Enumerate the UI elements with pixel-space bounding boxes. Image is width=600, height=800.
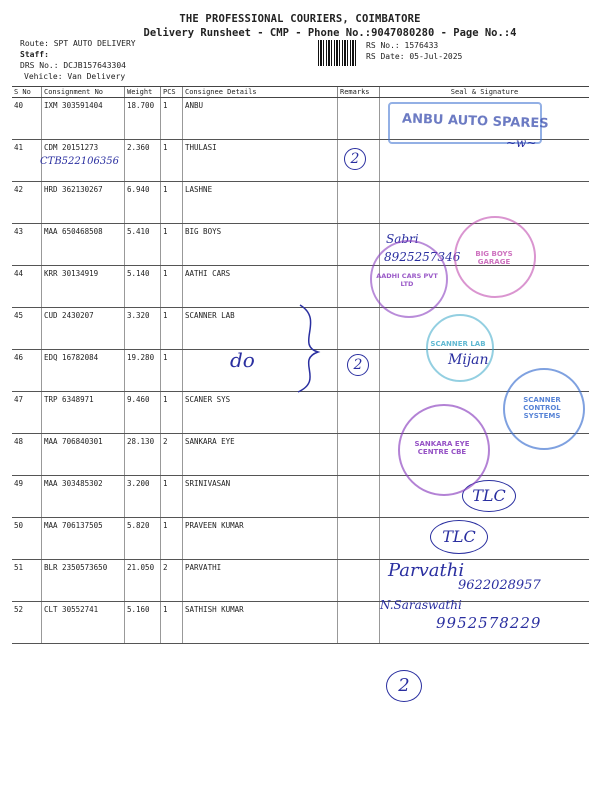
row-consignment: MAA 650468508	[42, 224, 125, 266]
row-consignment: KRR 30134919	[42, 266, 125, 308]
row-sno: 45	[12, 308, 42, 350]
row-consignment: BLR 2350573650	[42, 560, 125, 602]
row-consignee: SCANER SYS	[183, 392, 338, 434]
rs-date: RS Date: 05-Jul-2025	[366, 52, 463, 61]
row-consignment: EDQ 16782084	[42, 350, 125, 392]
row-weight: 5.410	[125, 224, 161, 266]
row-pcs: 1	[161, 224, 183, 266]
row-remarks	[338, 560, 380, 602]
signature-43: Sabri	[386, 232, 419, 246]
signature-49: TLC	[462, 480, 516, 512]
handwritten-ditto: do	[230, 348, 255, 372]
rs-number: RS No.: 1576433	[366, 41, 439, 50]
row-remarks	[338, 98, 380, 140]
row-sno: 42	[12, 182, 42, 224]
row-consignment: CUD 2430207	[42, 308, 125, 350]
route-label: Route: SPT AUTO DELIVERY	[20, 39, 136, 48]
row-consignment: IXM 303591404	[42, 98, 125, 140]
signature-51: Parvathi	[388, 560, 465, 581]
row-pcs: 1	[161, 182, 183, 224]
row-remarks	[338, 392, 380, 434]
row-sno: 50	[12, 518, 42, 560]
row-consignment: TRP 6348971	[42, 392, 125, 434]
row-consignee: AATHI CARS	[183, 266, 338, 308]
phone-52: 9952578229	[436, 614, 542, 632]
row-sno: 46	[12, 350, 42, 392]
row-weight: 28.130	[125, 434, 161, 476]
row-remarks	[338, 224, 380, 266]
bigboys-stamp-text: BIG BOYS GARAGE	[475, 250, 513, 266]
row-weight: 21.050	[125, 560, 161, 602]
row-consignee: SRINIVASAN	[183, 476, 338, 518]
vehicle-label: Vehicle: Van Delivery	[24, 72, 126, 81]
row-consignee: SCANNER LAB	[183, 308, 338, 350]
row-pcs: 2	[161, 560, 183, 602]
row-pcs: 1	[161, 98, 183, 140]
row-pcs: 1	[161, 140, 183, 182]
sankara-stamp-text: SANKARA EYE CENTRE CBE	[414, 440, 470, 456]
row-sno: 40	[12, 98, 42, 140]
col-remarks: Remarks	[338, 87, 380, 98]
row-pcs: 1	[161, 392, 183, 434]
row-consignment: MAA 706840301	[42, 434, 125, 476]
row-sno: 41	[12, 140, 42, 182]
row-sno: 51	[12, 560, 42, 602]
row-weight: 9.460	[125, 392, 161, 434]
row-sno: 43	[12, 224, 42, 266]
row-weight: 2.360	[125, 140, 161, 182]
row-weight: 18.700	[125, 98, 161, 140]
table-row	[12, 518, 589, 560]
row-sno: 44	[12, 266, 42, 308]
row-consignee: SATHISH KUMAR	[183, 602, 338, 644]
row-consignee: BIG BOYS	[183, 224, 338, 266]
row-consignment: CDM 20151273	[42, 140, 125, 182]
row-pcs: 1	[161, 266, 183, 308]
name-52: N.Saraswathi	[380, 598, 462, 612]
signature-40: ~w~	[506, 136, 537, 150]
phone-43: 8925257346	[384, 250, 461, 264]
row-consignee: PARVATHI	[183, 560, 338, 602]
handwritten-remark-41: 2	[344, 148, 366, 170]
row-seal	[380, 140, 590, 182]
col-pcs: PCS	[161, 87, 183, 98]
aadhi-stamp-text: AADHI CARS PVT LTD	[376, 272, 438, 288]
row-remarks	[338, 434, 380, 476]
row-consignee: ANBU	[183, 98, 338, 140]
row-remarks	[338, 518, 380, 560]
row-remarks	[338, 308, 380, 350]
row-weight: 3.320	[125, 308, 161, 350]
staff-label: Staff:	[20, 50, 49, 59]
row-sno: 52	[12, 602, 42, 644]
row-weight: 5.160	[125, 602, 161, 644]
row-consignment: MAA 706137505	[42, 518, 125, 560]
row-sno: 49	[12, 476, 42, 518]
col-sno: S No	[12, 87, 42, 98]
col-weight: Weight	[125, 87, 161, 98]
row-consignee: SANKARA EYE	[183, 434, 338, 476]
drs-number: DRS No.: DCJB157643304	[20, 61, 126, 70]
col-consignment: Consignment No	[42, 87, 125, 98]
runsheet-title: Delivery Runsheet - CMP - Phone No.:9047080280 - Page No.:4	[143, 27, 517, 39]
row-weight: 5.820	[125, 518, 161, 560]
row-pcs: 1	[161, 308, 183, 350]
row-pcs: 1	[161, 476, 183, 518]
row-remarks	[338, 602, 380, 644]
table-row	[12, 434, 589, 476]
row-pcs: 1	[161, 350, 183, 392]
row-pcs: 1	[161, 602, 183, 644]
col-consignee: Consignee Details	[183, 87, 338, 98]
signature-50: TLC	[430, 520, 488, 554]
scanner-lab-stamp	[426, 314, 494, 382]
handwritten-remark-46: 2	[347, 354, 369, 376]
row-consignee: PRAVEEN KUMAR	[183, 518, 338, 560]
scanner-control-stamp-text: SCANNER CONTROL SYSTEMS	[523, 396, 561, 420]
row-weight: 5.140	[125, 266, 161, 308]
phone-51: 9622028957	[458, 578, 541, 593]
row-consignment: CLT 30552741	[42, 602, 125, 644]
row-weight: 19.280	[125, 350, 161, 392]
anbu-stamp-text: ANBU AUTO SPARES	[401, 111, 549, 132]
row-sno: 48	[12, 434, 42, 476]
row-pcs: 1	[161, 518, 183, 560]
row-pcs: 2	[161, 434, 183, 476]
page-mark: 2	[386, 670, 422, 702]
handwritten-extra-consignment: CTB522106356	[40, 156, 119, 167]
signature-46: Mijan	[448, 352, 489, 368]
row-weight: 6.940	[125, 182, 161, 224]
table-header-row	[12, 87, 589, 98]
row-consignee: THULASI	[183, 140, 338, 182]
row-remarks	[338, 476, 380, 518]
handwritten-brace	[290, 300, 330, 395]
row-consignment: MAA 303485302	[42, 476, 125, 518]
col-seal: Seal & Signature	[380, 87, 590, 98]
row-weight: 3.200	[125, 476, 161, 518]
row-consignment: HRD 362130267	[42, 182, 125, 224]
scanner-lab-stamp-text: SCANNER LAB	[430, 340, 486, 348]
barcode	[318, 40, 358, 66]
row-remarks	[338, 182, 380, 224]
row-sno: 47	[12, 392, 42, 434]
row-consignee: LASHNE	[183, 182, 338, 224]
company-name: THE PROFESSIONAL COURIERS, COIMBATORE	[179, 13, 421, 25]
